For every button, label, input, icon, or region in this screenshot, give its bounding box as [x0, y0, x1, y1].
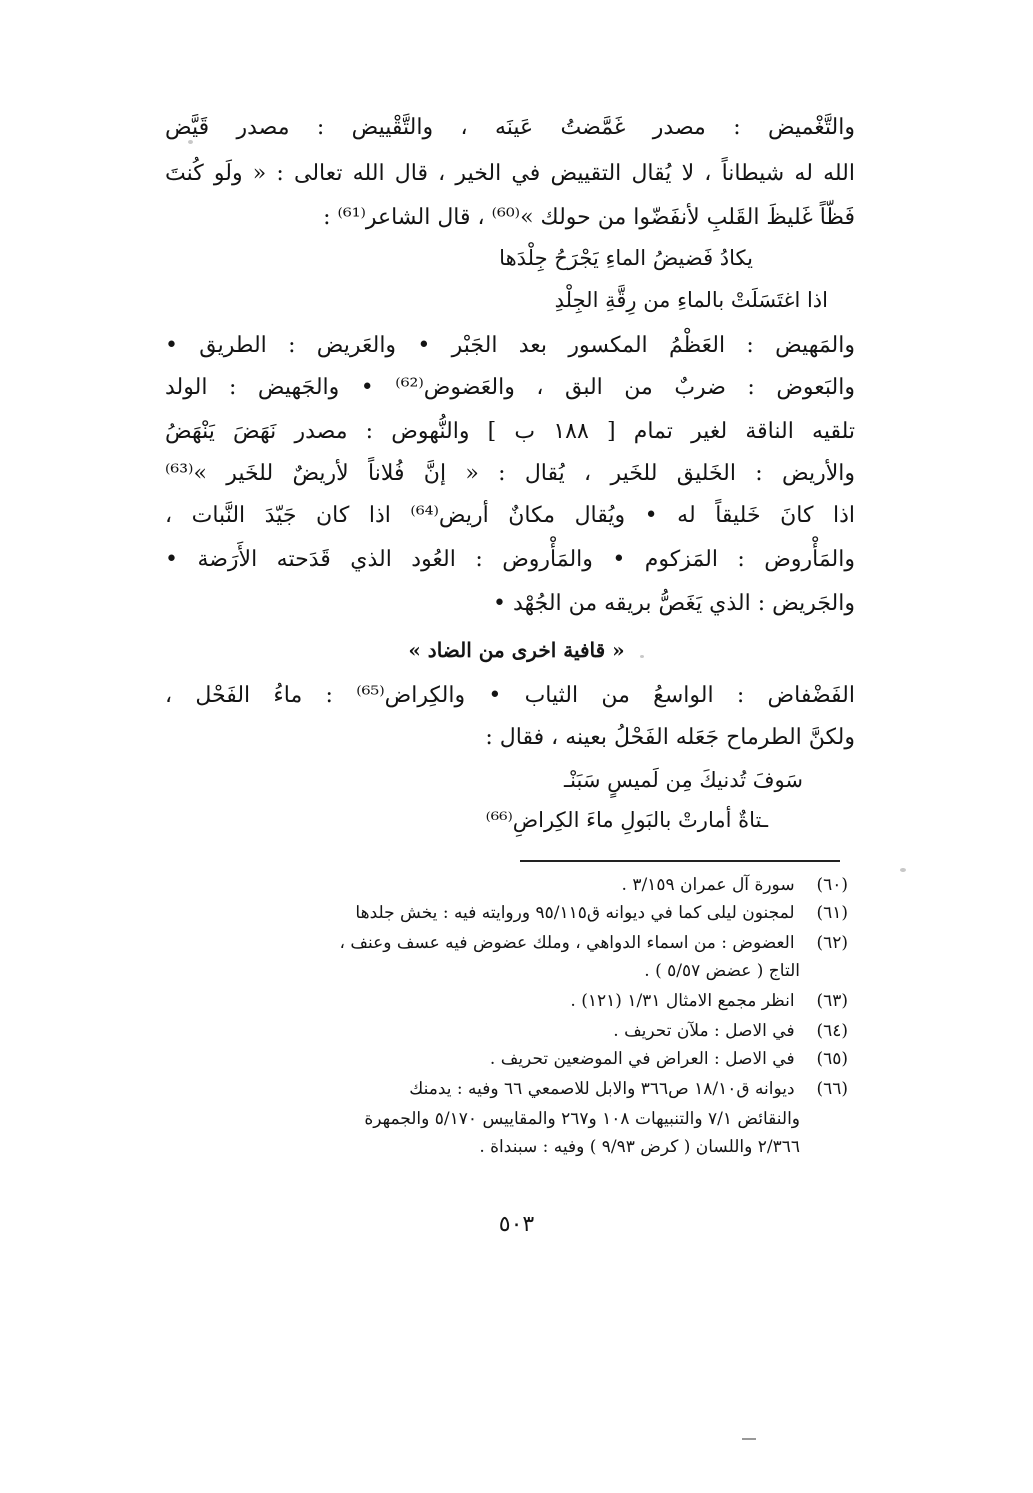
body-line: ولكنَّ الطرماح جَعَله الفَحْلُ بعينه ، فقال : — [485, 725, 855, 750]
scan-speck — [188, 140, 193, 144]
footnote-text: سورة آل عمران ٣/١٥٩ . — [621, 875, 795, 895]
body-line: اذا كانَ خَليقاً له • ويُقال مكانٌ أريض⁽⁶⁴⁾ اذا كان جَيّدَ النَّبات ، — [165, 503, 855, 528]
footnote — [188, 988, 848, 1014]
verse-line: ـتاةٌ أمارتْ بالبَولِ ماءَ الكِراضِ⁽⁶⁶⁾ — [485, 808, 768, 832]
footnote-text: في الاصل : العراض في الموضعين تحريف . — [489, 1049, 795, 1069]
footnote-number: (٦٠) — [816, 875, 848, 895]
footnote-number: (٦٥) — [816, 1049, 848, 1069]
footnote-number: (٦٦) — [816, 1079, 848, 1099]
footnote — [188, 1076, 848, 1102]
footnote-number: (٦٤) — [816, 1021, 848, 1041]
footnote — [188, 872, 848, 898]
body-line: الله له شيطاناً ، لا يُقال التقييض في الخير ، قال الله تعالى : « ولَو كُنتَ — [165, 161, 855, 186]
footnote — [188, 1018, 848, 1044]
footnote — [188, 1046, 848, 1072]
body-line: والأريض : الخَليق للخَير ، يُقال : « إنَّ فُلاناً لأريضٌ للخَير »⁽⁶³⁾ — [165, 461, 855, 486]
scan-speck — [900, 868, 906, 872]
footnote-text: والنقائض ٧/١ والتنبيهات ١٠٨ و٢٦٧ والمقاييس ٥/١٧٠ والجمهرة — [364, 1109, 800, 1129]
body-line: تلقيه الناقة لغير تمام [ ١٨٨ ب ] والنُّهوض : مصدر نَهَضَ يَنْهَضُ — [165, 419, 855, 444]
page-number: ٥٠٣ — [498, 1212, 535, 1237]
footnote-text: لمجنون ليلى كما في ديوانه ق٩٥/١١٥ وروايته فيه : يخش جلدها — [355, 903, 795, 923]
section-heading: « قافية اخرى من الضاد » — [408, 638, 625, 662]
body-line: الفَضْفاض : الواسعُ من الثياب • والكِراض⁽⁶⁵⁾ : ماءُ الفَحْل ، — [165, 683, 855, 708]
footnote-number: (٦١) — [816, 903, 848, 923]
footnote-text: ديوانه ق١٨/١٠ ص٣٦٦ والابل للاصمعي ٦٦ وفيه : يدمنك — [409, 1079, 795, 1099]
verse-line: يكادُ فَضيضُ الماءِ يَجْرَحُ جِلْدَها — [499, 246, 753, 270]
body-line: والمَهيض : العَظْمُ المكسور بعد الجَبْر • والعَريض : الطريق • — [165, 333, 855, 358]
scan-mark — [742, 1438, 756, 1440]
footnote-text: انظر مجمع الامثال ١/٣١ (١٢١) . — [570, 991, 795, 1011]
footnote-continuation — [140, 1134, 800, 1160]
body-line: والبَعوض : ضربٌ من البق ، والعَضوض⁽⁶²⁾ • والجَهيض : الولد — [165, 375, 855, 400]
verse-line: سَوفَ تُدنيكَ مِن لَميسٍ سَبَنْـ — [564, 768, 803, 792]
footnote-text: ٢/٣٦٦ واللسان ( كرض ٩/٩٣ ) وفيه : سبنداة . — [479, 1137, 800, 1157]
footnote-continuation — [140, 958, 800, 984]
footnote-continuation — [140, 1106, 800, 1132]
footnote-number: (٦٢) — [816, 933, 848, 953]
footnote-text: العضوض : من اسماء الدواهي ، وملك عضوض فيه عسف وعنف ، — [339, 933, 795, 953]
body-line: فَظّاً غَليظَ القَلبِ لأنفَضّوا من حولك »⁽⁶⁰⁾ ، قال الشاعر⁽⁶¹⁾ : — [323, 205, 855, 230]
footnote-divider — [520, 860, 840, 862]
scan-speck — [640, 655, 644, 658]
body-line: والمَأْروض : المَزكوم • والمَأْروض : العُود الذي قَدَحته الأَرَضة • — [165, 547, 855, 572]
body-line: والجَريض : الذي يَغَصُّ بريقه من الجُهْد • — [492, 591, 855, 616]
verse-line: اذا اغتَسَلَتْ بالماءِ من رِقَّةِ الجِلْدِ — [554, 288, 828, 312]
footnote-text: في الاصل : ملآن تحريف . — [613, 1021, 795, 1041]
footnote-text: التاج ( عضض ٥/٥٧ ) . — [644, 961, 800, 981]
footnote — [188, 930, 848, 956]
footnote — [188, 900, 848, 926]
body-line: والتَّغْميض : مصدر غَمَّضتُ عَينَه ، والتَّقْييض : مصدر قَيَّض — [165, 115, 855, 140]
footnote-number: (٦٣) — [816, 991, 848, 1011]
